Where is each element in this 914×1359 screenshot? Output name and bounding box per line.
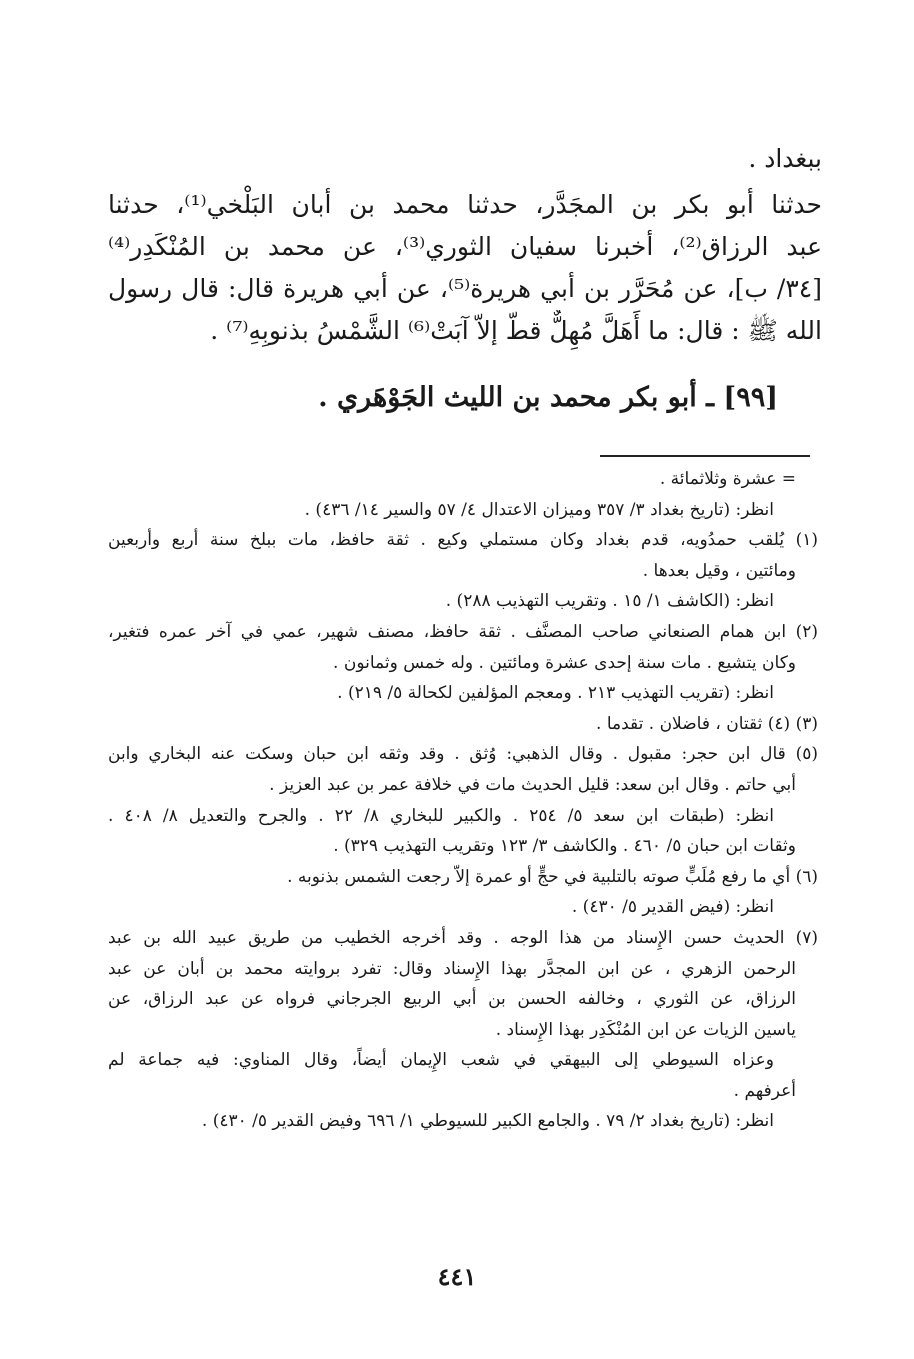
- footnote-line: ومائتين ، وقيل بعدها .: [642, 560, 796, 581]
- footnote-line: الرحمن الزهري ، عن ابن المجدَّر بهذا الإِسناد وقال: تفرد بروايته محمد بن أبان عن عبد: [108, 958, 796, 979]
- footnote-line: انظر: (تاريخ بغداد ٣/ ٣٥٧ وميزان الاعتدال ٤/ ٥٧ والسير ١٤/ ٤٣٦) .: [304, 499, 774, 520]
- main-text-line: حدثنا أبو بكر بن المجَدَّر، حدثنا محمد بن أبان البَلْخي⁽¹⁾، حدثنا: [108, 190, 822, 219]
- footnote-line: أعرفهم .: [733, 1080, 796, 1101]
- footnote-line: (٦) أي ما رفع مُلَبٍّ صوته بالتلبية في حجٍّ أو عمرة إلاّ رجعت الشمس بذنوبه .: [287, 866, 818, 887]
- city-line: ببغداد .: [748, 144, 822, 173]
- footnote-line: أبي حاتم . وقال ابن سعد: قليل الحديث مات في خلافة عمر بن عبد العزيز .: [269, 774, 796, 795]
- footnote-line: = عشرة وثلاثمائة .: [659, 469, 796, 489]
- footnote-line: وثقات ابن حبان ٥/ ٤٦٠ . والكاشف ٣/ ١٢٣ وتقريب التهذيب ٣٢٩) .: [333, 836, 796, 857]
- footnote-line: انظر: (الكاشف ١/ ١٥ . وتقريب التهذيب ٢٨٨) .: [445, 591, 774, 612]
- footnote-line: (٣) (٤) ثقتان ، فاضلان . تقدما .: [596, 713, 818, 734]
- main-text-line: عبد الرزاق⁽²⁾، أخبرنا سفيان الثوري⁽³⁾، عن محمد بن المُنْكَدِر⁽⁴⁾: [108, 232, 822, 261]
- footnote-line: (٢) ابن همام الصنعاني صاحب المصنَّف . ثقة حافظ، مصنف شهير، عمي في آخر عمره فتغير،: [108, 621, 818, 642]
- footnote-line: انظر: (طبقات ابن سعد ٥/ ٢٥٤ . والكبير للبخاري ٨/ ٢٢ . والجرح والتعديل ٨/ ٤٠٨ .: [108, 805, 775, 826]
- footnote-line: وكان يتشيع . مات سنة إحدى عشرة ومائتين . وله خمس وثمانون .: [333, 652, 796, 673]
- footnotes: [108, 464, 818, 1137]
- footnote-line: (١) يُلقب حمدُويه، قدم بغداد وكان مستملي وكيع . ثقة حافظ، مات ببلخ سنة أربع وأربعين: [108, 530, 818, 551]
- main-text: [108, 138, 822, 352]
- footnote-line: (٧) الحديث حسن الإِسناد من هذا الوجه . وقد أخرجه الخطيب من طريق عبيد الله بن عبد: [108, 927, 818, 948]
- footnote-line: انظر: (تقريب التهذيب ٢١٣ . ومعجم المؤلفين لكحالة ٥/ ٢١٩) .: [337, 683, 774, 704]
- footnote-line: (٥) قال ابن حجر: مقبول . وقال الذهبي: وُثق . وقد وثقه ابن حبان وسكت عنه البخاري وابن: [108, 744, 818, 765]
- footnote-separator: [600, 455, 810, 457]
- footnote-line: انظر: (فيض القدير ٥/ ٤٣٠) .: [571, 897, 774, 918]
- page-number: ٤٤١: [437, 1262, 477, 1291]
- footnote-line: انظر: (تاريخ بغداد ٢/ ٧٩ . والجامع الكبير للسيوطي ١/ ٦٩٦ وفيض القدير ٥/ ٤٣٠) .: [201, 1111, 774, 1132]
- footnote-line: وعزاه السيوطي إلى البيهقي في شعب الإِيمان أيضاً، وقال المناوي: فيه جماعة لم: [108, 1050, 774, 1071]
- footnote-line: الرزاق، عن الثوري ، وخالفه الحسن بن أبي الربيع الجرجاني فرواه عن عبد الرزاق، عن: [108, 989, 796, 1010]
- main-text-line: [٣٤/ ب]، عن مُحَرَّر بن أبي هريرة⁽⁵⁾، عن أبي هريرة قال: قال رسول: [108, 274, 822, 303]
- footnote-line: ياسين الزيات عن ابن المُنْكَدِر بهذا الإِسناد .: [495, 1019, 796, 1040]
- main-text-line: الله ﷺ : قال: ما أَهَلَّ مُهِلٌّ قطّ إلاّ آبَتْ⁽⁶⁾ الشَّمْسُ بذنوبِهِ⁽⁷⁾ .: [210, 316, 822, 345]
- entry-heading: [٩٩] ـ أبو بكر محمد بن الليث الجَوْهَري .: [318, 382, 778, 413]
